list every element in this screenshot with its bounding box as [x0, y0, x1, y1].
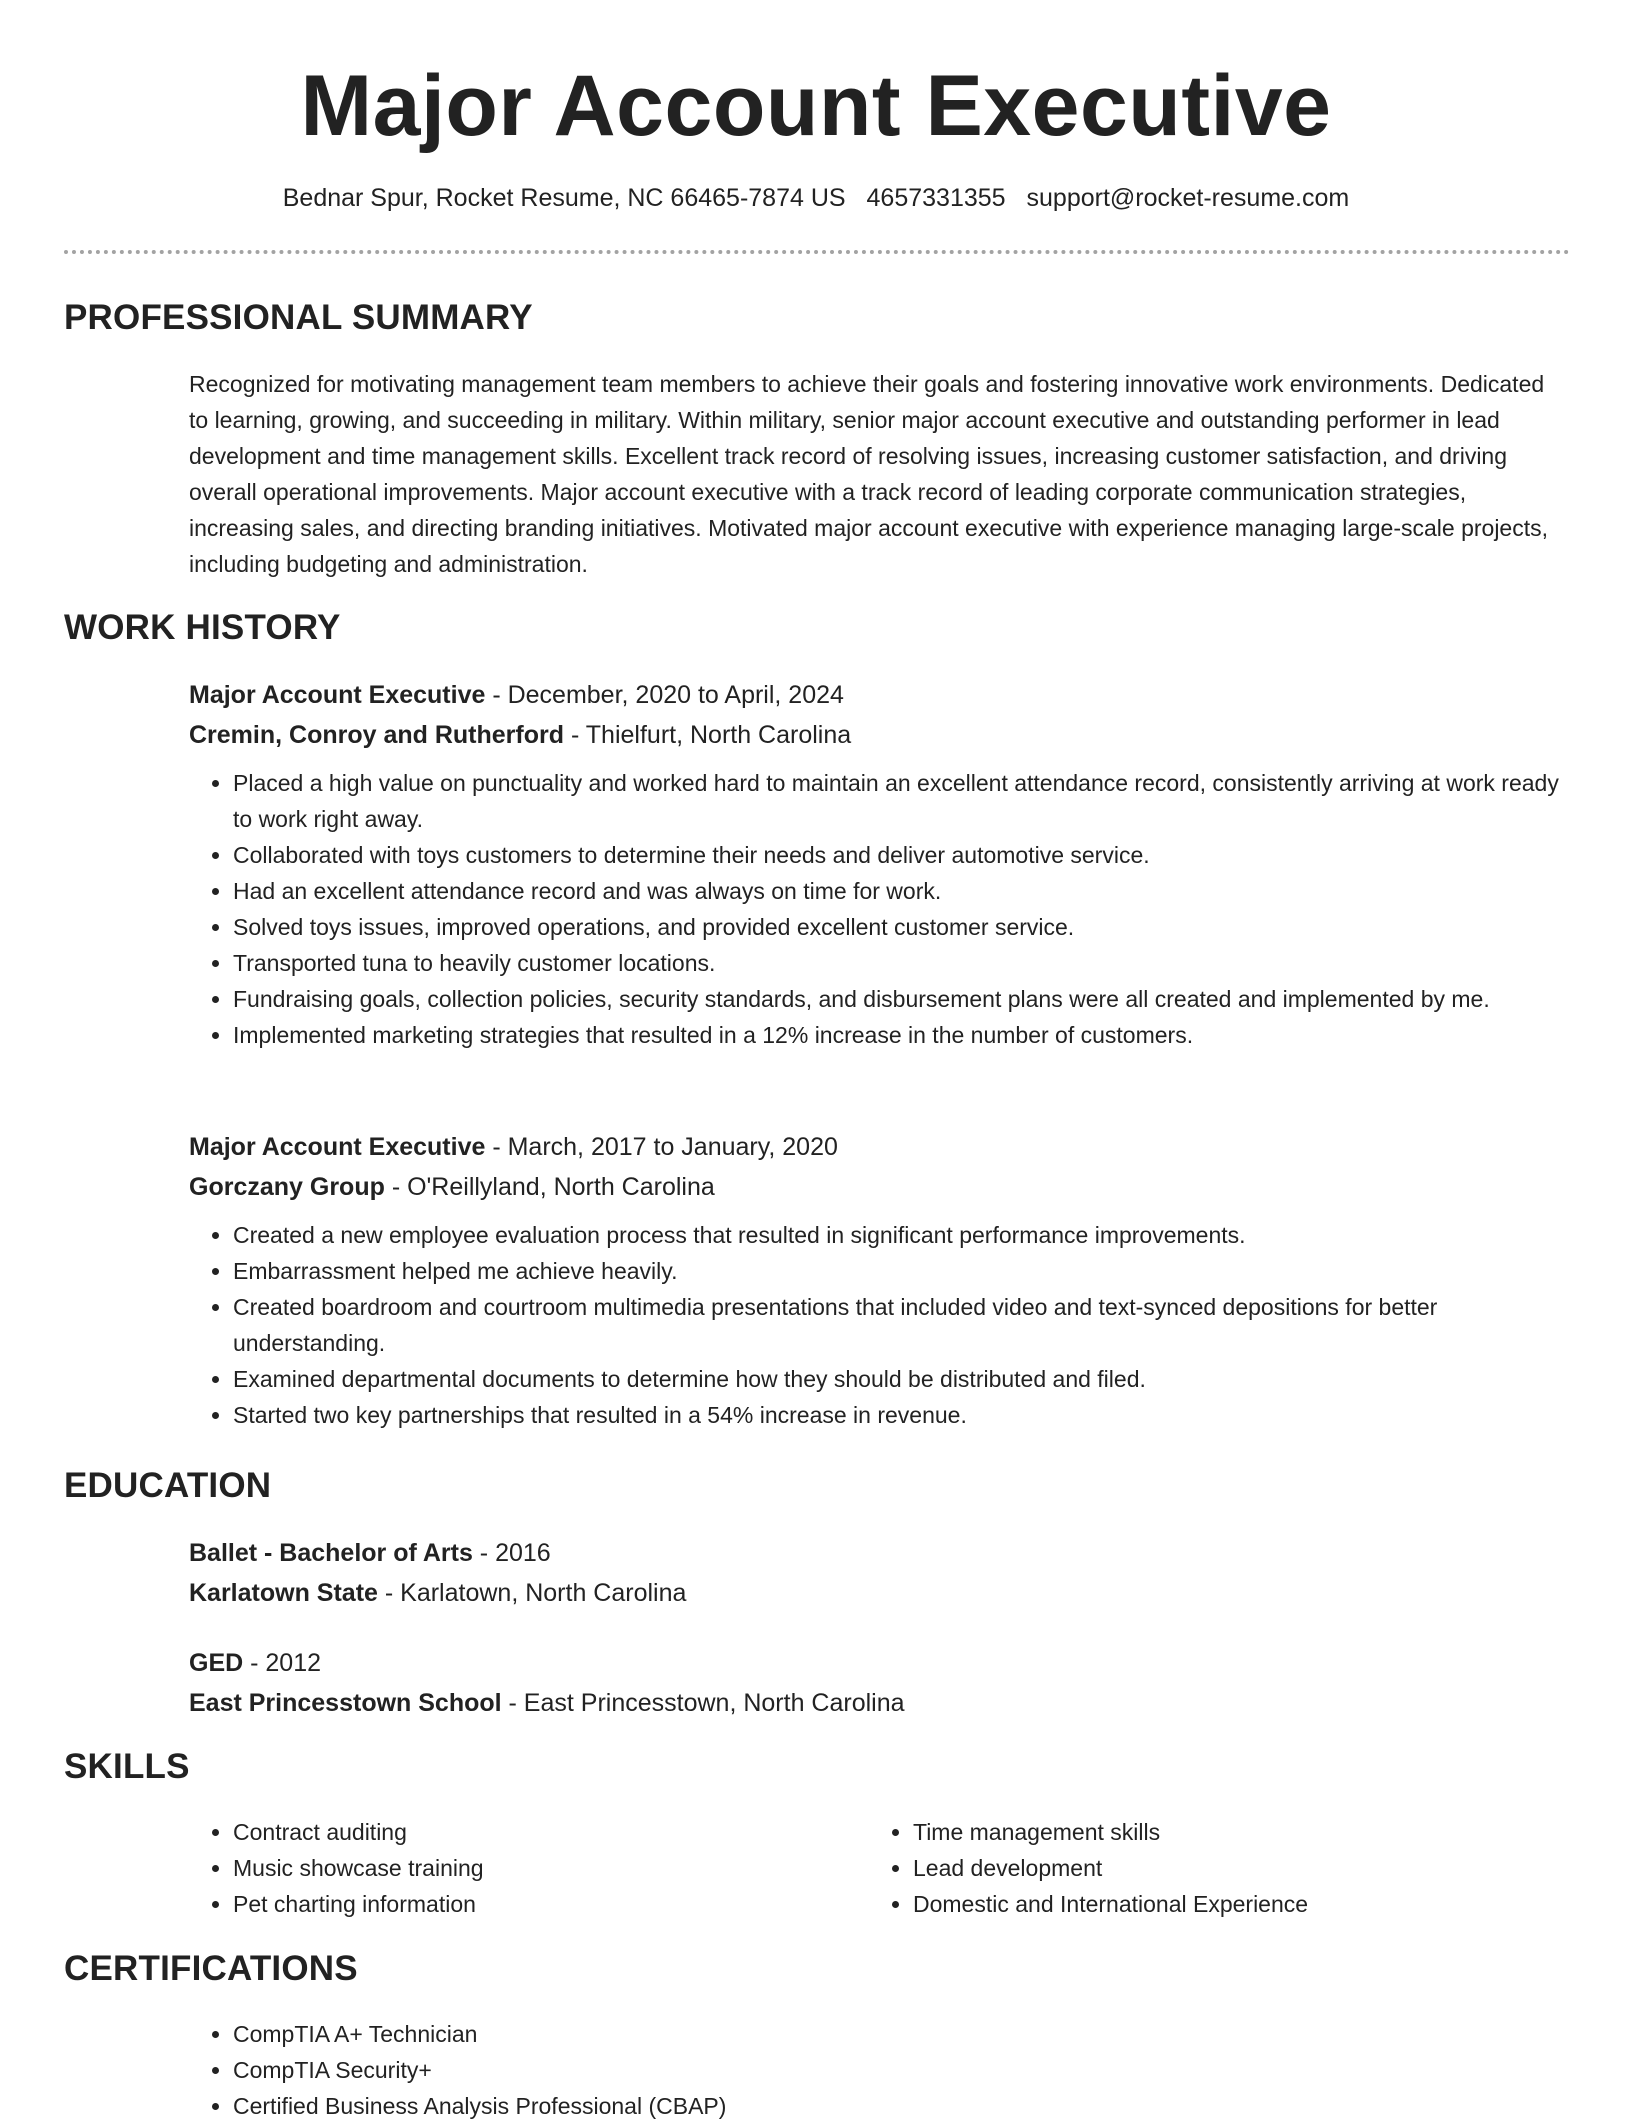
skill-item: • Lead development — [913, 1850, 1469, 1886]
job-company: Gorczany Group — [189, 1173, 385, 1201]
contact-email: support@rocket-resume.com — [1026, 184, 1350, 212]
job-bullet: • Created boardroom and courtroom multimedia presentations that included video and text-synced depositions for better understanding. — [233, 1289, 1569, 1361]
header-divider — [64, 250, 1570, 254]
skills-column-right — [869, 1814, 1469, 1922]
summary-text: Recognized for motivating management team members to achieve their goals and fostering innovative work environments. Dedicated to learning, growing, and succeeding in military. Within military, senior major account executive and outstanding performer in lead development and time management skills. Excellent track record of resolving issues, increasing customer satisfaction, and driving overall operational improvements. Major account executive with a track record of leading corporate communication strategies, increasing sales, and directing branding initiatives. Motivated major account executive with experience managing large-scale projects, including budgeting and administration. — [189, 371, 1548, 577]
job-title: Major Account Executive — [189, 1133, 486, 1161]
job-bullet: • Created a new employee evaluation process that resulted in significant performance improvements. — [233, 1217, 1569, 1253]
certifications-heading: CERTIFICATIONS — [64, 1949, 358, 1988]
job-bullet: • Solved toys issues, improved operations, and provided excellent customer service. — [233, 909, 1569, 945]
degree: Ballet - Bachelor of Arts — [189, 1539, 473, 1567]
job-bullet: • Placed a high value on punctuality and worked hard to maintain an excellent attendance record, consistently arriving at work ready to work right away. — [233, 765, 1569, 837]
job-location: - Thielfurt, North Carolina — [564, 721, 852, 749]
education-heading: EDUCATION — [64, 1466, 272, 1505]
certification-item: • Certified Business Analysis Professional (CBAP) — [233, 2088, 1489, 2124]
school-location: - Karlatown, North Carolina — [377, 1579, 687, 1607]
school: Karlatown State — [189, 1579, 378, 1607]
skill-item: • Domestic and International Experience — [913, 1886, 1469, 1922]
school-line — [189, 1573, 1569, 1613]
job-title: Major Account Executive — [189, 681, 486, 709]
certification-item: • CompTIA Security+ — [233, 2052, 1489, 2088]
degree-line — [189, 1643, 1569, 1683]
skill-item: • Time management skills — [913, 1814, 1469, 1850]
skill-item: • Music showcase training — [233, 1850, 789, 1886]
skills-list — [189, 1814, 789, 1922]
degree-year: - 2012 — [243, 1649, 322, 1677]
contact-phone: 4657331355 — [866, 184, 1006, 212]
job-bullets — [189, 1217, 1569, 1433]
summary-heading: PROFESSIONAL SUMMARY — [64, 298, 533, 337]
job-bullet: • Had an excellent attendance record and was always on time for work. — [233, 873, 1569, 909]
job-bullet: • Examined departmental documents to determine how they should be distributed and filed. — [233, 1361, 1569, 1397]
job-company: Cremin, Conroy and Rutherford — [189, 721, 565, 749]
job-bullet: • Implemented marketing strategies that resulted in a 12% increase in the number of customers. — [233, 1017, 1569, 1053]
job-location: - O'Reillyland, North Carolina — [384, 1173, 715, 1201]
certification-item: • CompTIA A+ Technician — [233, 2016, 1489, 2052]
job-dates: - March, 2017 to January, 2020 — [485, 1133, 838, 1161]
job-bullet: • Collaborated with toys customers to determine their needs and deliver automotive service. — [233, 837, 1569, 873]
school-line — [189, 1683, 1569, 1723]
job-bullet: • Started two key partnerships that resulted in a 54% increase in revenue. — [233, 1397, 1569, 1433]
degree: GED — [189, 1649, 244, 1677]
skills-list — [869, 1814, 1469, 1922]
job-company-line — [189, 715, 1569, 755]
contact-info — [0, 183, 1632, 213]
skill-item: • Contract auditing — [233, 1814, 789, 1850]
job-bullet: • Embarrassment helped me achieve heavily. — [233, 1253, 1569, 1289]
work-history-heading: WORK HISTORY — [64, 608, 341, 647]
school: East Princesstown School — [189, 1689, 502, 1717]
job-bullet: • Transported tuna to heavily customer locations. — [233, 945, 1569, 981]
job-title-line — [189, 1127, 1569, 1167]
degree-line — [189, 1533, 1569, 1573]
degree-year: - 2016 — [472, 1539, 551, 1567]
job-bullet: • Fundraising goals, collection policies, security standards, and disbursement plans were all created and implemented by me. — [233, 981, 1569, 1017]
education-entry — [189, 1643, 1569, 1723]
education-entry — [189, 1533, 1569, 1613]
job-company-line — [189, 1167, 1569, 1207]
certifications-list-wrapper — [189, 2016, 1489, 2124]
skills-heading: SKILLS — [64, 1747, 190, 1786]
job-entry — [189, 675, 1569, 1053]
job-title-line — [189, 675, 1569, 715]
skill-item: • Pet charting information — [233, 1886, 789, 1922]
job-bullets — [189, 765, 1569, 1053]
job-dates: - December, 2020 to April, 2024 — [485, 681, 844, 709]
skills-column-left — [189, 1814, 789, 1922]
contact-address: Bednar Spur, Rocket Resume, NC 66465-7874 US — [282, 184, 846, 212]
resume-title: Major Account Executive — [300, 58, 1332, 154]
certifications-list — [189, 2016, 1489, 2124]
job-entry — [189, 1127, 1569, 1433]
school-location: - East Princesstown, North Carolina — [501, 1689, 905, 1717]
